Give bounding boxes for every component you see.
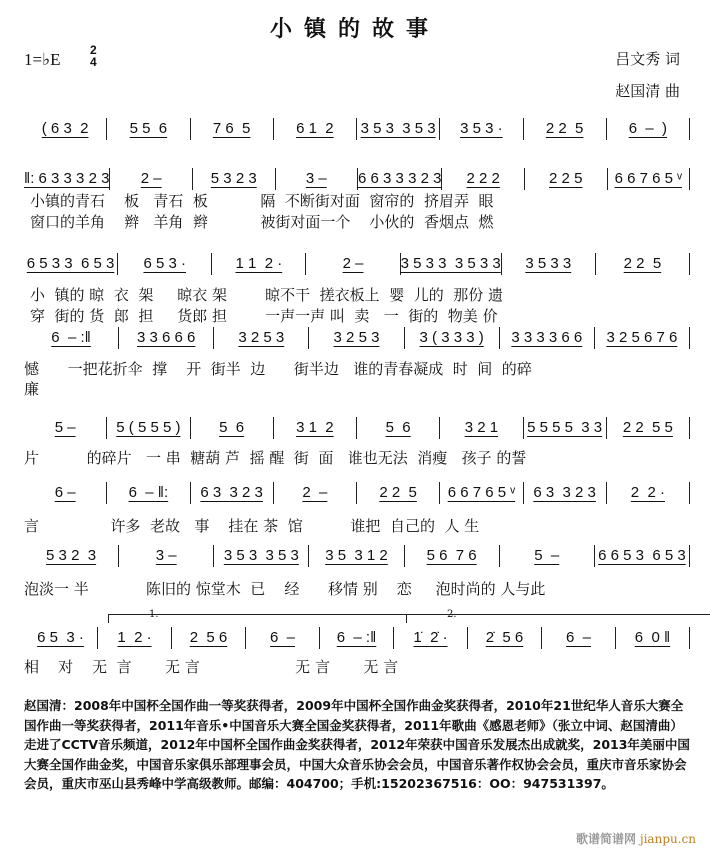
measure: 6 – — [542, 627, 616, 649]
lyric-line: 小镇的青石 板 青石 板 隔 不断街对面 窗帘的 挤眉弄 眼 — [30, 192, 494, 210]
measure: 2 2 5 — [524, 118, 607, 140]
measure: 3 5 3 3 5 3 — [214, 545, 309, 567]
score-row — [24, 482, 690, 504]
score-row — [24, 327, 690, 349]
measure: 5 6 — [191, 417, 274, 439]
measure: 1̇ 2̇ · — [394, 627, 468, 649]
measure: 3 3 3 3 6 6 — [500, 327, 595, 349]
watermark: 歌谱简谱网 jianpu.cn — [576, 832, 696, 846]
lyric-line: 相 对 无 言 无 言 无 言 无 言 — [24, 658, 399, 676]
measure: 6 – ‖: — [107, 482, 190, 504]
measure: 3 2 5 3 — [309, 327, 404, 349]
measure: 3 5 3 3 5 3 — [357, 118, 440, 140]
measure: 6 – :‖ — [320, 627, 394, 649]
measure: 2 – — [274, 482, 357, 504]
measure: 6 – — [24, 482, 107, 504]
measure: 5 6 — [357, 417, 440, 439]
measure: 6 – ) — [607, 118, 690, 140]
score-row — [24, 253, 690, 275]
measure: 2 – — [306, 253, 400, 275]
measure: 6 5 3 · — [24, 627, 98, 649]
measure: 5 5 6 — [107, 118, 190, 140]
measure: 5 6 7 6 — [405, 545, 500, 567]
measure: 3 5 3 3 — [502, 253, 596, 275]
lyric-line: 言 许多 老故 事 挂在 茶 馆 谁把 自己的 人 生 — [24, 517, 480, 535]
measure: 7 6 5 — [191, 118, 274, 140]
measure: 1 2 · — [98, 627, 172, 649]
measure: 2 2 2 — [442, 168, 525, 190]
key-signature: 1=♭E — [24, 50, 61, 69]
score-row — [24, 168, 690, 190]
measure: 6 3 3 2 3 — [524, 482, 607, 504]
lyric-line: 泡淡一 半 陈旧的 惊堂木 已 经 移情 别 恋 泡时尚的 人与此 — [24, 580, 546, 598]
measure: 3 2 5 6 7 6 — [595, 327, 690, 349]
measure: 2 – — [110, 168, 193, 190]
measure: ‖: 6 3 3 3 2 3 — [24, 168, 110, 190]
lyricist: 吕文秀 词 — [615, 50, 680, 68]
measure: 2 2 5 — [525, 168, 608, 190]
measure: 2̇ 5 6 — [468, 627, 542, 649]
measure: 6 – — [246, 627, 320, 649]
measure: ( 6 3 2 — [24, 118, 107, 140]
measure: 2 2 · — [607, 482, 690, 504]
score-row — [24, 417, 690, 439]
measure: 2 5 6 — [172, 627, 246, 649]
measure: 3 1 2 — [274, 417, 357, 439]
measure: 5 5 5 5 3 3 — [524, 417, 607, 439]
measure: 6 6 7 6 5 ᵛ — [608, 168, 691, 190]
measure: 5 3 2 3 — [24, 545, 119, 567]
measure: 2 2 5 — [357, 482, 440, 504]
measure: 3 2 5 3 — [214, 327, 309, 349]
measure: 6 3 3 2 3 — [191, 482, 274, 504]
lyric-line: 廉 — [24, 380, 40, 398]
measure: 6 6 3 3 3 2 3 — [358, 168, 442, 190]
score-row — [24, 118, 690, 140]
measure: 3 5 3 · — [440, 118, 523, 140]
measure: 6 0 ‖ — [616, 627, 690, 649]
measure: 2 2 5 5 — [607, 417, 690, 439]
volta-2: 2. — [406, 614, 710, 623]
measure: 3 3 6 6 6 — [119, 327, 214, 349]
measure: 3 5 3 1 2 — [309, 545, 404, 567]
time-signature: 2 4 — [90, 43, 97, 69]
measure: 2 2 5 — [596, 253, 690, 275]
measure: 5 – — [24, 417, 107, 439]
composer: 赵国清 曲 — [615, 82, 680, 100]
measure: 6 5 3 · — [118, 253, 212, 275]
song-title: 小镇的故事 — [269, 16, 440, 42]
measure: 6 6 5 3 6 5 3 — [595, 545, 690, 567]
measure: 3 5 3 3 3 5 3 3 — [401, 253, 502, 275]
measure: 6 6 7 6 5 ᵛ — [440, 482, 523, 504]
measure: 5 ( 5 5 5 ) — [107, 417, 190, 439]
lyric-line: 憾 一把花折伞 撑 开 街半 边 街半边 谁的青春凝成 时 间 的碎 — [24, 360, 532, 378]
measure: 5 – — [500, 545, 595, 567]
measure: 3 2 1 — [440, 417, 523, 439]
measure: 6 – :‖ — [24, 327, 119, 349]
measure: 5 3 2 3 — [193, 168, 276, 190]
measure: 6 1 2 — [274, 118, 357, 140]
lyric-line: 小 镇的 晾 衣 架 晾衣 架 晾不干 搓衣板上 婴 儿的 那份 遗 — [30, 286, 504, 304]
measure: 1 1 2 · — [212, 253, 306, 275]
lyric-line: 片 的碎片 一 串 糖葫 芦 摇 醒 街 面 谁也无法 消瘦 孩子 的誓 — [24, 449, 527, 467]
composer-bio: 赵国清：2008年中国杯全国作曲一等奖获得者，2009年中国杯全国作曲金奖获得者，2010年21世纪华人音乐大赛全国作曲一等奖获得者，2011年音乐•中国音乐大赛全国金奖获得者，2011年歌曲《感恩老师》（张立中词、赵国清曲）走进了CCTV音乐频道，2012年中国杯全国作曲金奖获得者，2012年荣获中国音乐发展杰出成就奖，2013年美丽中国大赛全国作曲金奖，中国音乐家俱乐部理事会员，中国大众音乐协会会员，中国音乐著作权协会会员，重庆市音乐家协会会员，重庆市巫山县秀峰中学高级教师。邮编：404700；手机:15202367516：OO：947531397。 — [24, 698, 690, 791]
score-row — [24, 545, 690, 567]
measure: 3 ( 3 3 3 ) — [405, 327, 500, 349]
measure: 6 5 3 3 6 5 3 — [24, 253, 118, 275]
measure: 3 – — [276, 168, 359, 190]
lyric-line: 窗口的羊角 辫 羊角 辫 被街对面一个 小伙的 香烟点 燃 — [30, 213, 494, 231]
score-row — [24, 627, 690, 649]
measure: 3 – — [119, 545, 214, 567]
volta-1: 1. — [108, 614, 434, 623]
lyric-line: 穿 街的 货 郎 担 货郎 担 一声一声 叫 卖 一 街的 物美 价 — [30, 307, 498, 325]
